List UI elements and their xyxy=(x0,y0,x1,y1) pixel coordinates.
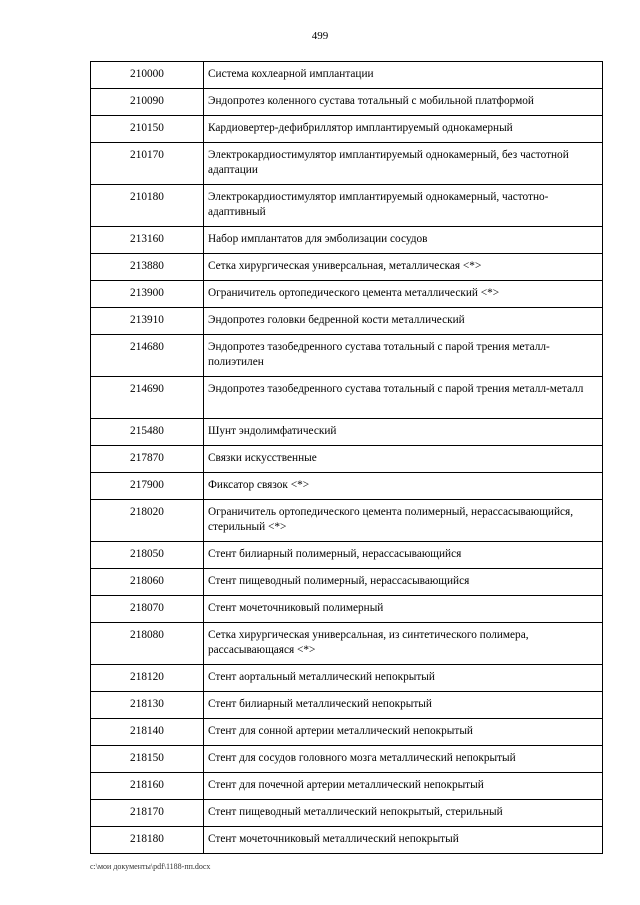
name-cell: Электрокардиостимулятор имплантируемый однокамерный, частотно-адаптивный xyxy=(204,185,603,227)
code-cell: 210180 xyxy=(91,185,204,227)
name-cell: Связки искусственные xyxy=(204,446,603,473)
table-row xyxy=(91,773,603,800)
implants-table xyxy=(90,61,603,854)
code-cell: 215480 xyxy=(91,419,204,446)
table-row xyxy=(91,419,603,446)
table-row xyxy=(91,227,603,254)
table-row xyxy=(91,746,603,773)
code-cell: 217900 xyxy=(91,473,204,500)
table-row xyxy=(91,500,603,542)
table-row xyxy=(91,473,603,500)
table-row xyxy=(91,116,603,143)
page-number: 499 xyxy=(311,30,329,42)
table-row xyxy=(91,569,603,596)
table-row xyxy=(91,692,603,719)
code-cell: 218130 xyxy=(91,692,204,719)
table-row xyxy=(91,827,603,854)
name-cell: Стент пищеводный полимерный, нерассасывающийся xyxy=(204,569,603,596)
code-cell: 218140 xyxy=(91,719,204,746)
name-cell: Ограничитель ортопедического цемента металлический <*> xyxy=(204,281,603,308)
table-row xyxy=(91,596,603,623)
code-cell: 213880 xyxy=(91,254,204,281)
table-row xyxy=(91,62,603,89)
code-cell: 218120 xyxy=(91,665,204,692)
code-cell: 218060 xyxy=(91,569,204,596)
code-cell: 213160 xyxy=(91,227,204,254)
name-cell: Электрокардиостимулятор имплантируемый однокамерный, без частотной адаптации xyxy=(204,143,603,185)
name-cell: Стент аортальный металлический непокрытый xyxy=(204,665,603,692)
code-cell: 213910 xyxy=(91,308,204,335)
code-cell: 210090 xyxy=(91,89,204,116)
code-cell: 218160 xyxy=(91,773,204,800)
name-cell: Кардиовертер-дефибриллятор имплантируемый однокамерный xyxy=(204,116,603,143)
table-row xyxy=(91,623,603,665)
name-cell: Эндопротез коленного сустава тотальный с мобильной платформой xyxy=(204,89,603,116)
table-row xyxy=(91,377,603,419)
name-cell: Стент мочеточниковый металлический непокрытый xyxy=(204,827,603,854)
table-row xyxy=(91,143,603,185)
code-cell: 218180 xyxy=(91,827,204,854)
code-cell: 213900 xyxy=(91,281,204,308)
table-row xyxy=(91,446,603,473)
name-cell: Стент для почечной артерии металлический непокрытый xyxy=(204,773,603,800)
code-cell: 210150 xyxy=(91,116,204,143)
table-row xyxy=(91,719,603,746)
name-cell: Сетка хирургическая универсальная, металлическая <*> xyxy=(204,254,603,281)
table-row xyxy=(91,665,603,692)
code-cell: 217870 xyxy=(91,446,204,473)
name-cell: Стент мочеточниковый полимерный xyxy=(204,596,603,623)
code-cell: 218150 xyxy=(91,746,204,773)
name-cell: Стент для сосудов головного мозга металлический непокрытый xyxy=(204,746,603,773)
table-row xyxy=(91,542,603,569)
table-row xyxy=(91,89,603,116)
code-cell: 218170 xyxy=(91,800,204,827)
code-cell: 218020 xyxy=(91,500,204,542)
file-path-footer: c:\мои документы\pdf\1188-пп.docx xyxy=(90,862,211,871)
name-cell: Эндопротез тазобедренного сустава тотальный с парой трения металл-полиэтилен xyxy=(204,335,603,377)
name-cell: Сетка хирургическая универсальная, из синтетического полимера, рассасывающаяся <*> xyxy=(204,623,603,665)
name-cell: Набор имплантатов для эмболизации сосудов xyxy=(204,227,603,254)
table-row xyxy=(91,281,603,308)
name-cell: Система кохлеарной имплантации xyxy=(204,62,603,89)
code-cell: 214680 xyxy=(91,335,204,377)
name-cell: Стент билиарный полимерный, нерассасывающийся xyxy=(204,542,603,569)
code-cell: 214690 xyxy=(91,377,204,419)
table-row xyxy=(91,800,603,827)
name-cell: Фиксатор связок <*> xyxy=(204,473,603,500)
name-cell: Стент билиарный металлический непокрытый xyxy=(204,692,603,719)
table-row xyxy=(91,185,603,227)
name-cell: Ограничитель ортопедического цемента полимерный, нерассасывающийся, стерильный <*> xyxy=(204,500,603,542)
table-row xyxy=(91,335,603,377)
table-row xyxy=(91,254,603,281)
code-cell: 218050 xyxy=(91,542,204,569)
code-cell: 218080 xyxy=(91,623,204,665)
name-cell: Эндопротез головки бедренной кости металлический xyxy=(204,308,603,335)
name-cell: Стент для сонной артерии металлический непокрытый xyxy=(204,719,603,746)
name-cell: Эндопротез тазобедренного сустава тотальный с парой трения металл-металл xyxy=(204,377,603,419)
table-row xyxy=(91,308,603,335)
name-cell: Стент пищеводный металлический непокрытый, стерильный xyxy=(204,800,603,827)
name-cell: Шунт эндолимфатический xyxy=(204,419,603,446)
code-cell: 210170 xyxy=(91,143,204,185)
code-cell: 210000 xyxy=(91,62,204,89)
code-cell: 218070 xyxy=(91,596,204,623)
